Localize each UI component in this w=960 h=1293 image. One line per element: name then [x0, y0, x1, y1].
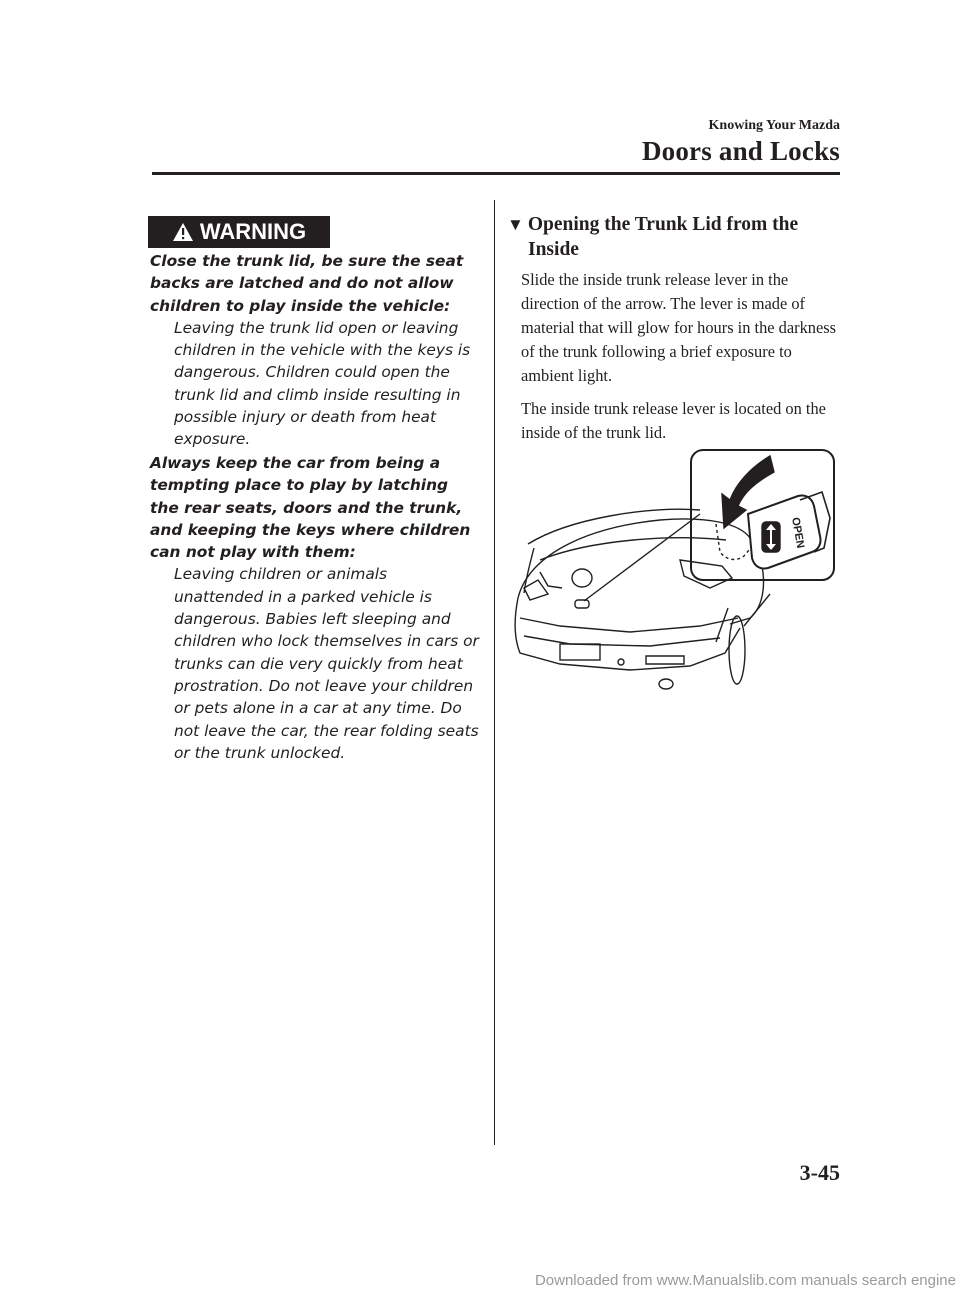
download-footer: Downloaded from www.Manualslib.com manuals search engine	[534, 1272, 956, 1289]
trunk-release-illustration	[500, 448, 840, 696]
column-divider	[494, 200, 495, 1145]
leader-line	[584, 514, 700, 601]
warning-item-2-body: Leaving children or animals unattended in a parked vehicle is dangerous. Babies left sleeping and children who lock themselves in cars or trunks can die very quickly from heat prostration. Do not leave your children or pets alone in a car at any time. Do not leave the car, the rear folding seats or the trunk unlocked.	[174, 565, 479, 762]
section-title-line2: Inside	[528, 239, 579, 260]
warning-triangle-icon	[172, 222, 194, 242]
page-number: 3-45	[799, 1160, 840, 1185]
section-paragraph-2: The inside trunk release lever is located on the inside of the trunk lid.	[521, 399, 826, 442]
header-divider	[152, 172, 840, 175]
running-header-section: Knowing Your Mazda	[708, 118, 840, 133]
car-rear-illustration	[515, 509, 770, 689]
warning-label: WARNING	[199, 219, 307, 244]
running-header-title: Doors and Locks	[641, 136, 840, 166]
warning-item-1-body: Leaving the trunk lid open or leaving children in the vehicle with the keys is dangerous. Children could open the trunk lid and climb inside resulting in possible injury or death from heat exposure.	[174, 318, 471, 449]
warning-badge	[148, 216, 330, 248]
section-marker-icon: ▼	[507, 215, 524, 234]
section-paragraph-1: Slide the inside trunk release lever in the direction of the arrow. The lever is made of material that will glow for hours in the darkness of the trunk following a brief exposure to ambient light.	[521, 270, 836, 385]
warning-item-2	[150, 452, 480, 764]
section-title-line1: Opening the Trunk Lid from the	[527, 214, 799, 235]
lever-inset	[691, 450, 834, 580]
warning-item-1	[150, 250, 480, 451]
warning-item-2-lead: Always keep the car from being a tempting place to play by latching the rear seats, doors and the trunk, and keeping the keys where children can not play with them:	[150, 454, 471, 562]
section-title	[507, 212, 847, 262]
warning-item-1-lead: Close the trunk lid, be sure the seat backs are latched and do not allow children to play inside the vehicle:	[150, 252, 464, 315]
lever-open-label: OPEN	[789, 516, 807, 550]
